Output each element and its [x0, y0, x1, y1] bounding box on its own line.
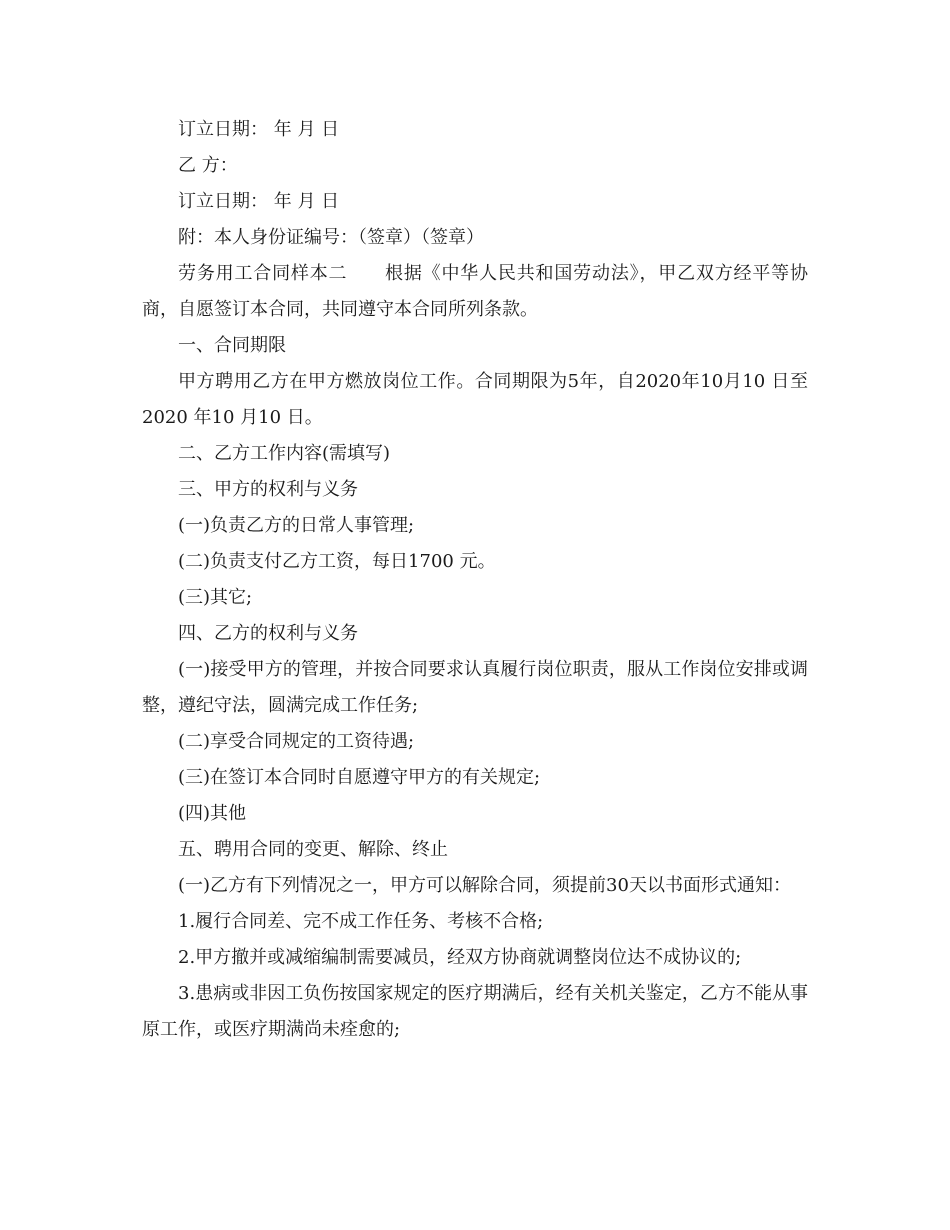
- section-heading-party-b-rights: 四、乙方的权利与义务: [178, 623, 358, 644]
- termination-item-2: 2.甲方撤并或减缩编制需要减员，经双方协商就调整岗位达不成协议的;: [178, 947, 742, 968]
- party-a-clause-3: (三)其它;: [178, 587, 253, 608]
- party-b-clause-2: (二)享受合同规定的工资待遇;: [178, 731, 415, 752]
- party-b-clause-1: (一)接受甲方的管理，并按合同要求认真履行岗位职责，服从工作岗位安排或调整，遵纪守法，圆满完成工作任务;: [142, 659, 808, 716]
- section-heading-work-content: 二、乙方工作内容(需填写): [178, 443, 391, 464]
- termination-item-1: 1.履行合同差、完不成工作任务、考核不合格;: [178, 911, 544, 932]
- section-heading-party-a-rights: 三、甲方的权利与义务: [178, 479, 358, 500]
- termination-item-3: 3.患病或非因工负伤按国家规定的医疗期满后，经有关机关鉴定，乙方不能从事原工作，或医疗期满尚未痊愈的;: [142, 983, 808, 1040]
- id-number-signature-line: 附：本人身份证编号：（签章）（签章）: [178, 227, 484, 248]
- contract-sample-intro: 劳务用工合同样本二 根据《中华人民共和国劳动法》，甲乙双方经平等协商，自愿签订本合同，共同遵守本合同所列条款。: [142, 263, 808, 320]
- signing-date-line-2: 订立日期： 年 月 日: [178, 191, 340, 212]
- termination-clause-1: (一)乙方有下列情况之一，甲方可以解除合同，须提前30天以书面形式通知：: [178, 875, 791, 896]
- section-heading-term: 一、合同期限: [178, 335, 286, 356]
- party-b-clause-4: (四)其他: [178, 803, 247, 824]
- section-heading-termination: 五、聘用合同的变更、解除、终止: [178, 839, 448, 860]
- party-a-clause-2: (二)负责支付乙方工资，每日1700 元。: [178, 551, 496, 572]
- term-clause: 甲方聘用乙方在甲方燃放岗位工作。合同期限为5年，自2020年10月10 日至2020 年10 月10 日。: [142, 371, 808, 428]
- party-a-clause-1: (一)负责乙方的日常人事管理;: [178, 515, 415, 536]
- party-b-line: 乙 方：: [178, 155, 238, 176]
- document-body: [142, 112, 808, 1048]
- signing-date-line-1: 订立日期： 年 月 日: [178, 119, 340, 140]
- party-b-clause-3: (三)在签订本合同时自愿遵守甲方的有关规定;: [178, 767, 541, 788]
